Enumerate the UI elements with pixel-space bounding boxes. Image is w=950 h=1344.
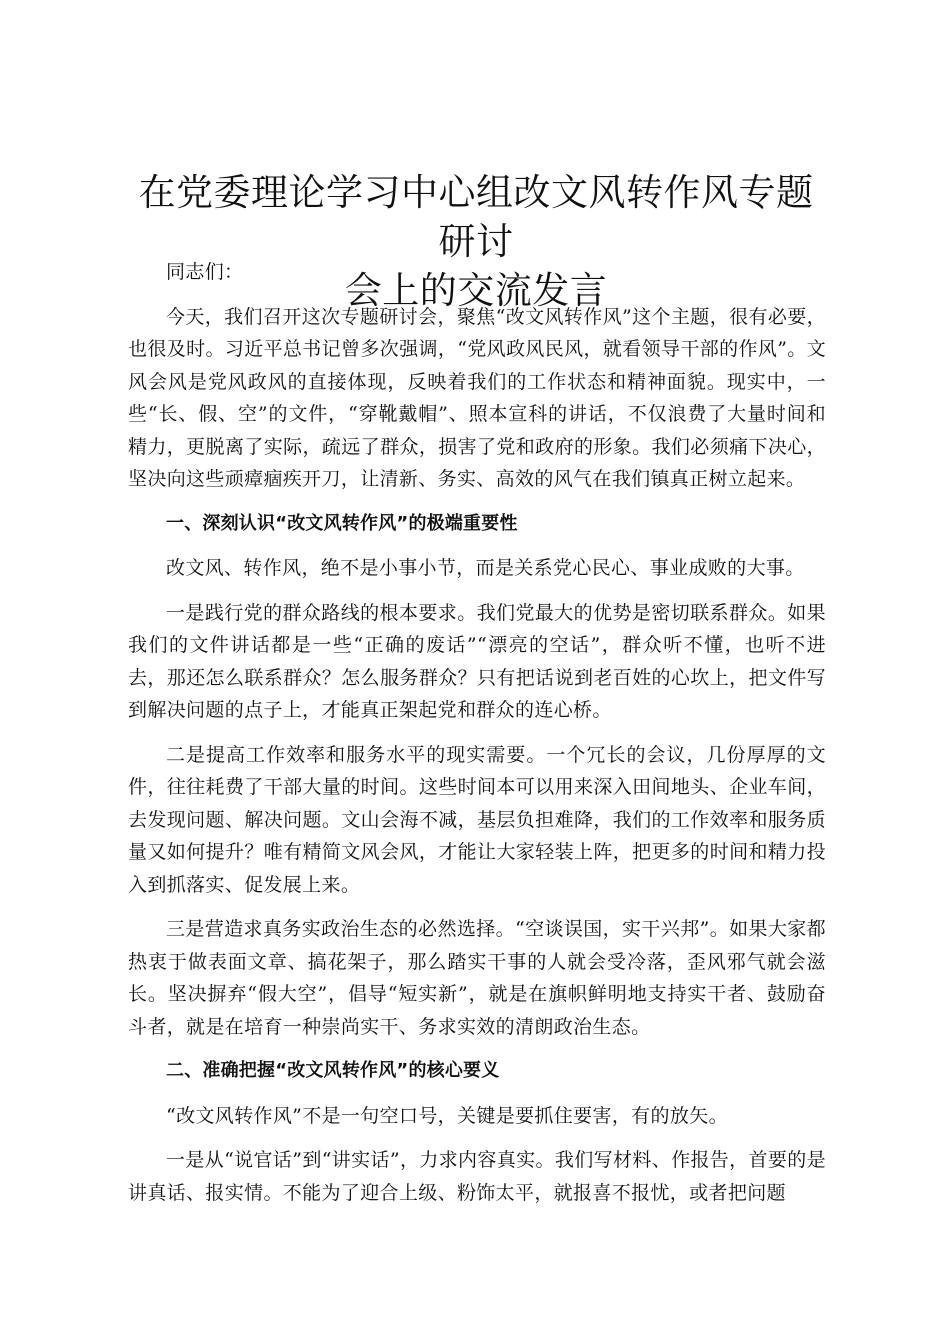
- paragraph-section1-lead: 改文风、转作风，绝不是小事小节，而是关系党心民心、事业成败的大事。: [166, 557, 805, 579]
- greeting: 同志们：: [166, 261, 244, 283]
- section-heading-2: 二、准确把握“改文风转作风”的核心要义: [166, 1060, 500, 1081]
- document-body: [128, 256, 826, 1221]
- title-line-1: 在党委理论学习中心组改文风转作风专题研讨: [138, 171, 814, 263]
- paragraph-section1-point2: 二是提高工作效率和服务水平的现实需要。一个冗长的会议，几份厚厚的文件，往往耗费了干部大量的时间。这些时间本可以用来深入田间地头、企业车间，去发现问题、解决问题。文山会海不减，基层负担难降，我们的工作效率和服务质量又如何提升？唯有精简文风会风，才能让大家轻装上阵，把更多的时间和精力投入到抓落实、促发展上来。: [128, 743, 826, 896]
- paragraph-section1-point1: 一是践行党的群众路线的根本要求。我们党最大的优势是密切联系群众。如果我们的文件讲话都是一些“正确的废话”“漂亮的空话”，群众听不懂，也听不进去，那还怎么联系群众？怎么服务群众？只有把话说到老百姓的心坎上，把文件写到解决问题的点子上，才能真正架起党和群众的连心桥。: [128, 601, 826, 721]
- paragraph-section2-lead: “改文风转作风”不是一句空口号，关键是要抓住要害，有的放矢。: [166, 1104, 728, 1127]
- paragraph-section1-point3: 三是营造求真务实政治生态的必然选择。“空谈误国，实干兴邦”。如果大家都热衷于做表面文章、搞花架子，那么踏实干事的人就会受冷落，歪风邪气就会滋长。坚决摒弃“假大空”，倡导“短实新”，就是在旗帜鲜明地支持实干者、鼓励奋斗者，就是在培育一种崇尚实干、务求实效的清朗政治生态。: [128, 918, 826, 1038]
- paragraph-intro: 今天，我们召开这次专题研讨会，聚焦“改文风转作风”这个主题，很有必要，也很及时。习近平总书记曾多次强调，“党风政风民风，就看领导干部的作风”。文风会风是党风政风的直接体现，反映着我们的工作状态和精神面貌。现实中，一些“长、假、空”的文件，“穿靴戴帽”、照本宣科的讲话，不仅浪费了大量时间和精力，更脱离了实际，疏远了群众，损害了党和政府的形象。我们必须痛下决心，坚决向这些顽瘴痼疾开刀，让清新、务实、高效的风气在我们镇真正树立起来。: [128, 305, 826, 490]
- paragraph-section2-point1: 一是从“说官话”到“讲实话”，力求内容真实。我们写材料、作报告，首要的是讲真话、报实情。不能为了迎合上级、粉饰太平，就报喜不报忧，或者把问题: [128, 1149, 826, 1204]
- title-line-2: 会上的交流发言: [344, 269, 608, 312]
- section-heading-1: 一、深刻认识“改文风转作风”的极端重要性: [166, 512, 518, 534]
